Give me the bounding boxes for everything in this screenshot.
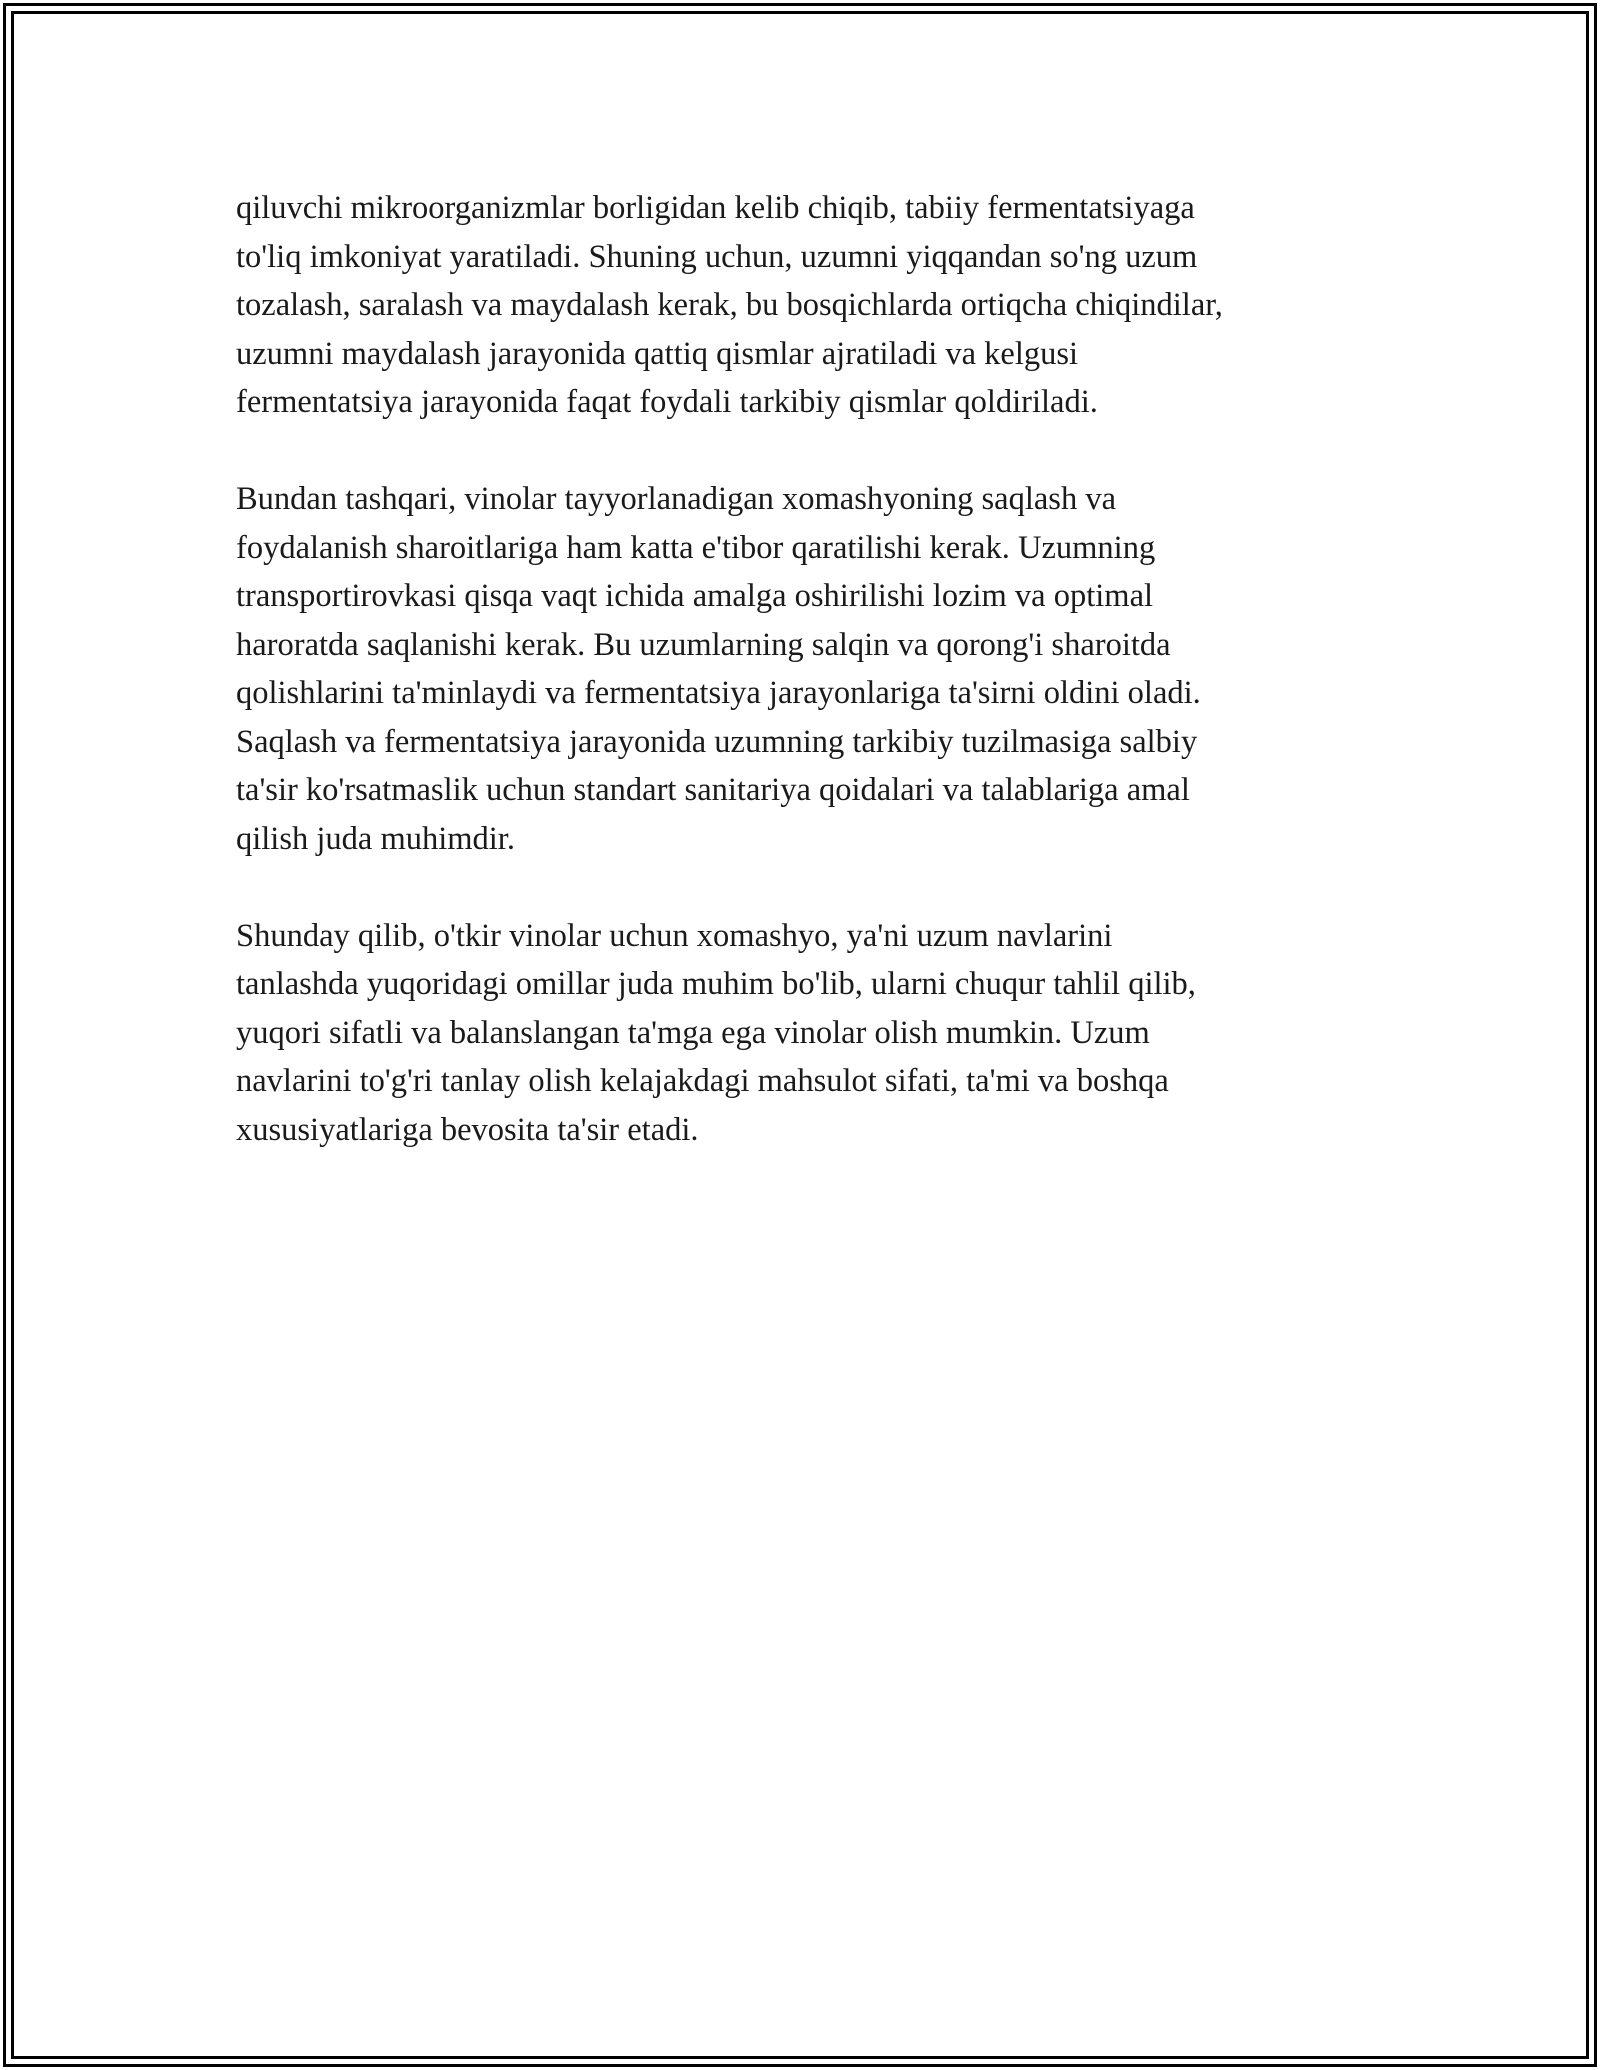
paragraph-2: Bundan tashqari, vinolar tayyorlanadigan xomashyoning saqlash va foydalanish sharoitlariga ham katta e'tibor qaratilishi kerak. Uzumning transportirovkasi qisqa vaqt ichida amalga oshirilishi lozim va optimal haroratda saqlanishi kerak. Bu uzumlarning salqin va qorong'i sharoitda qolishlarini ta'minlaydi va fermentatsiya jarayonlariga ta'sirni oldini oladi. Saqlash va fermentatsiya jarayonida uzumning tarkibiy tuzilmasiga salbiy ta'sir ko'rsatmaslik uchun standart sanitariya qoidalari va talablariga amal qilish juda muhimdir. <box>236 481 1201 857</box>
document-body <box>236 184 1366 1203</box>
paragraph-3: Shunday qilib, o'tkir vinolar uchun xomashyo, ya'ni uzum navlarini tanlashda yuqoridagi omillar juda muhim bo'lib, ularni chuqur tahlil qilib, yuqori sifatli va balanslangan ta'mga ega vinolar olish mumkin. Uzum navlarini to'g'ri tanlay olish kelajakdagi mahsulot sifati, ta'mi va boshqa xususiyatlariga bevosita ta'sir etadi. <box>236 917 1196 1148</box>
paragraph-1: qiluvchi mikroorganizmlar borligidan kelib chiqib, tabiiy fermentatsiyaga to'liq imkoniyat yaratiladi. Shuning uchun, uzumni yiqqandan so'ng uzum tozalash, saralash va maydalash kerak, bu bosqichlarda ortiqcha chiqindilar, uzumni maydalash jarayonida qattiq qismlar ajratiladi va kelgusi fermentatsiya jarayonida faqat foydali tarkibiy qismlar qoldiriladi. <box>236 190 1223 420</box>
